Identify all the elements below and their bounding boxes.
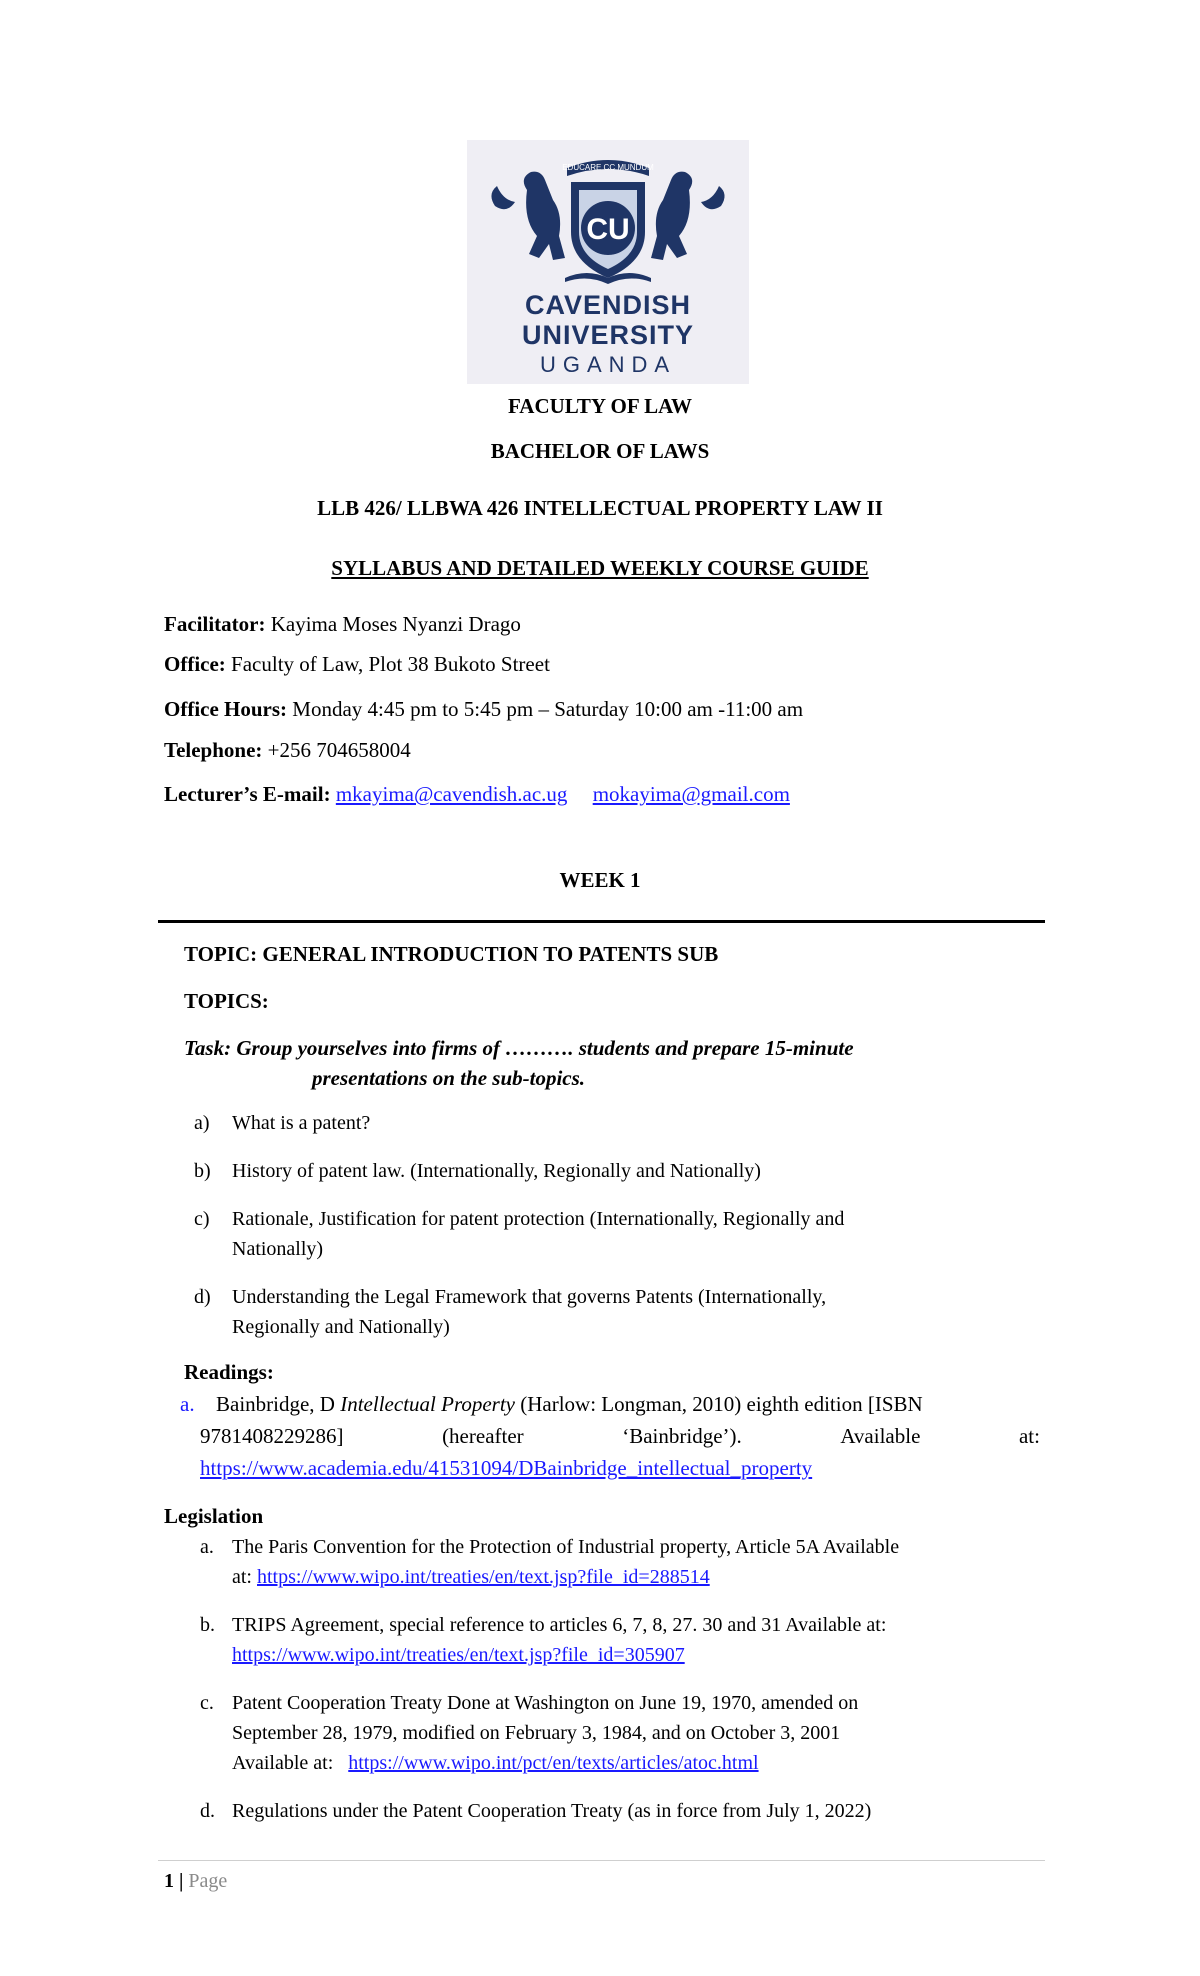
office-hours-label: Office Hours: bbox=[164, 697, 288, 721]
reading-a-line2 bbox=[200, 1424, 1040, 1449]
task-line-2: presentations on the sub-topics. bbox=[312, 1066, 586, 1090]
logo-line-university: UNIVERSITY bbox=[521, 320, 695, 350]
page-word: Page bbox=[188, 1870, 228, 1892]
telephone-value: +256 704658004 bbox=[267, 738, 411, 762]
subtopic-b: History of patent law. (Internationally, Regionally and Nationally) bbox=[232, 1160, 761, 1182]
subtopic-c-label: c) bbox=[194, 1208, 210, 1230]
subtopic-a: What is a patent? bbox=[232, 1112, 371, 1134]
legislation-a: The Paris Convention for the Protection of Industrial property, Article 5A Available bbox=[232, 1536, 900, 1558]
subtopic-d: Understanding the Legal Framework that governs Patents (Internationally, bbox=[232, 1286, 827, 1308]
legislation-d-label: d. bbox=[200, 1800, 215, 1822]
email-row bbox=[164, 782, 790, 807]
office-row bbox=[164, 652, 550, 677]
readings-heading: Readings: bbox=[184, 1360, 274, 1384]
legislation-heading: Legislation bbox=[164, 1504, 264, 1528]
telephone-row bbox=[164, 738, 411, 763]
reading-a-line1 bbox=[216, 1392, 923, 1417]
legislation-c-prefix: Available at: bbox=[232, 1752, 349, 1774]
topic-line-2: TOPICS: bbox=[184, 989, 269, 1013]
legislation-a-label: a. bbox=[200, 1536, 214, 1558]
logo-line-uganda: UGANDA bbox=[539, 352, 677, 377]
legislation-c-label: c. bbox=[200, 1692, 214, 1714]
reading-hereafter: (hereafter bbox=[442, 1424, 524, 1448]
footer-divider bbox=[158, 1860, 1045, 1861]
reading-details: (Harlow: Longman, 2010) eighth edition [ISBN bbox=[514, 1392, 923, 1416]
telephone-label: Telephone: bbox=[164, 738, 263, 762]
office-value: Faculty of Law, Plot 38 Bukoto Street bbox=[231, 652, 550, 676]
subtopic-c-cont: Nationally) bbox=[232, 1238, 324, 1260]
faculty-title: FACULTY OF LAW bbox=[508, 394, 692, 418]
subtopic-b-label: b) bbox=[194, 1160, 211, 1182]
page-separator: | bbox=[174, 1870, 189, 1892]
facilitator-value: Kayima Moses Nyanzi Drago bbox=[270, 612, 521, 636]
crest-emblem bbox=[467, 140, 749, 290]
logo-motto: EDUCARE CC MUNDUM bbox=[562, 163, 654, 172]
reading-a-label: a. bbox=[180, 1392, 195, 1416]
legislation-b-link[interactable]: https://www.wipo.int/treaties/en/text.jsp?file_id=305907 bbox=[232, 1644, 685, 1666]
email-label: Lecturer’s E-mail: bbox=[164, 782, 331, 806]
subtopic-c: Rationale, Justification for patent protection (Internationally, Regionally and bbox=[232, 1208, 845, 1230]
email-link-cavendish[interactable]: mkayima@cavendish.ac.ug bbox=[335, 782, 568, 806]
page-footer bbox=[164, 1870, 227, 1893]
office-label: Office: bbox=[164, 652, 226, 676]
legislation-a-line2 bbox=[232, 1566, 710, 1589]
reading-at: at: bbox=[1018, 1424, 1040, 1448]
week-heading: WEEK 1 bbox=[559, 868, 641, 892]
office-hours-value: Monday 4:45 pm to 5:45 pm – Saturday 10:00 am -11:00 am bbox=[292, 697, 804, 721]
reading-a-link[interactable]: https://www.academia.edu/41531094/DBainbridge_intellectual_property bbox=[200, 1456, 813, 1480]
reading-title: Intellectual Property bbox=[340, 1392, 515, 1416]
course-title: LLB 426/ LLBWA 426 INTELLECTUAL PROPERTY LAW II bbox=[317, 496, 883, 520]
section-divider bbox=[158, 920, 1045, 923]
subtopic-d-cont: Regionally and Nationally) bbox=[232, 1316, 450, 1338]
topic-line-1: TOPIC: GENERAL INTRODUCTION TO PATENTS SUB bbox=[184, 942, 719, 966]
legislation-c-link[interactable]: https://www.wipo.int/pct/en/texts/articles/atoc.html bbox=[348, 1752, 759, 1774]
degree-title: BACHELOR OF LAWS bbox=[490, 439, 710, 463]
legislation-a-prefix: at: bbox=[232, 1566, 257, 1588]
guide-title: SYLLABUS AND DETAILED WEEKLY COURSE GUIDE bbox=[331, 556, 869, 580]
legislation-b-label: b. bbox=[200, 1614, 215, 1636]
logo-line-cavendish: CAVENDISH bbox=[524, 290, 692, 320]
legislation-c-line2: September 28, 1979, modified on February 3, 1984, and on October 3, 2001 bbox=[232, 1722, 841, 1744]
page-number: 1 bbox=[164, 1870, 174, 1892]
reading-isbn: 9781408229286] bbox=[200, 1424, 344, 1448]
university-logo bbox=[467, 140, 749, 384]
task-line-1: Task: Group yourselves into firms of ………. students and prepare 15-minute bbox=[184, 1036, 854, 1060]
legislation-b: TRIPS Agreement, special reference to articles 6, 7, 8, 27. 30 and 31 Available at: bbox=[232, 1614, 887, 1636]
reading-available: Available bbox=[840, 1424, 921, 1448]
legislation-d: Regulations under the Patent Cooperation Treaty (as in force from July 1, 2022) bbox=[232, 1800, 872, 1822]
subtopic-d-label: d) bbox=[194, 1286, 211, 1308]
reading-short: ‘Bainbridge’). bbox=[622, 1424, 742, 1448]
legislation-c-line3 bbox=[232, 1752, 759, 1775]
facilitator-label: Facilitator: bbox=[164, 612, 266, 636]
legislation-a-link[interactable]: https://www.wipo.int/treaties/en/text.jsp?file_id=288514 bbox=[257, 1566, 710, 1588]
reading-author: Bainbridge, D bbox=[216, 1392, 341, 1416]
facilitator-row bbox=[164, 612, 521, 637]
email-link-gmail[interactable]: mokayima@gmail.com bbox=[592, 782, 790, 806]
subtopic-a-label: a) bbox=[194, 1112, 210, 1134]
legislation-c: Patent Cooperation Treaty Done at Washington on June 19, 1970, amended on bbox=[232, 1692, 859, 1714]
office-hours-row bbox=[164, 697, 803, 722]
shield-letters: CU bbox=[586, 213, 630, 246]
